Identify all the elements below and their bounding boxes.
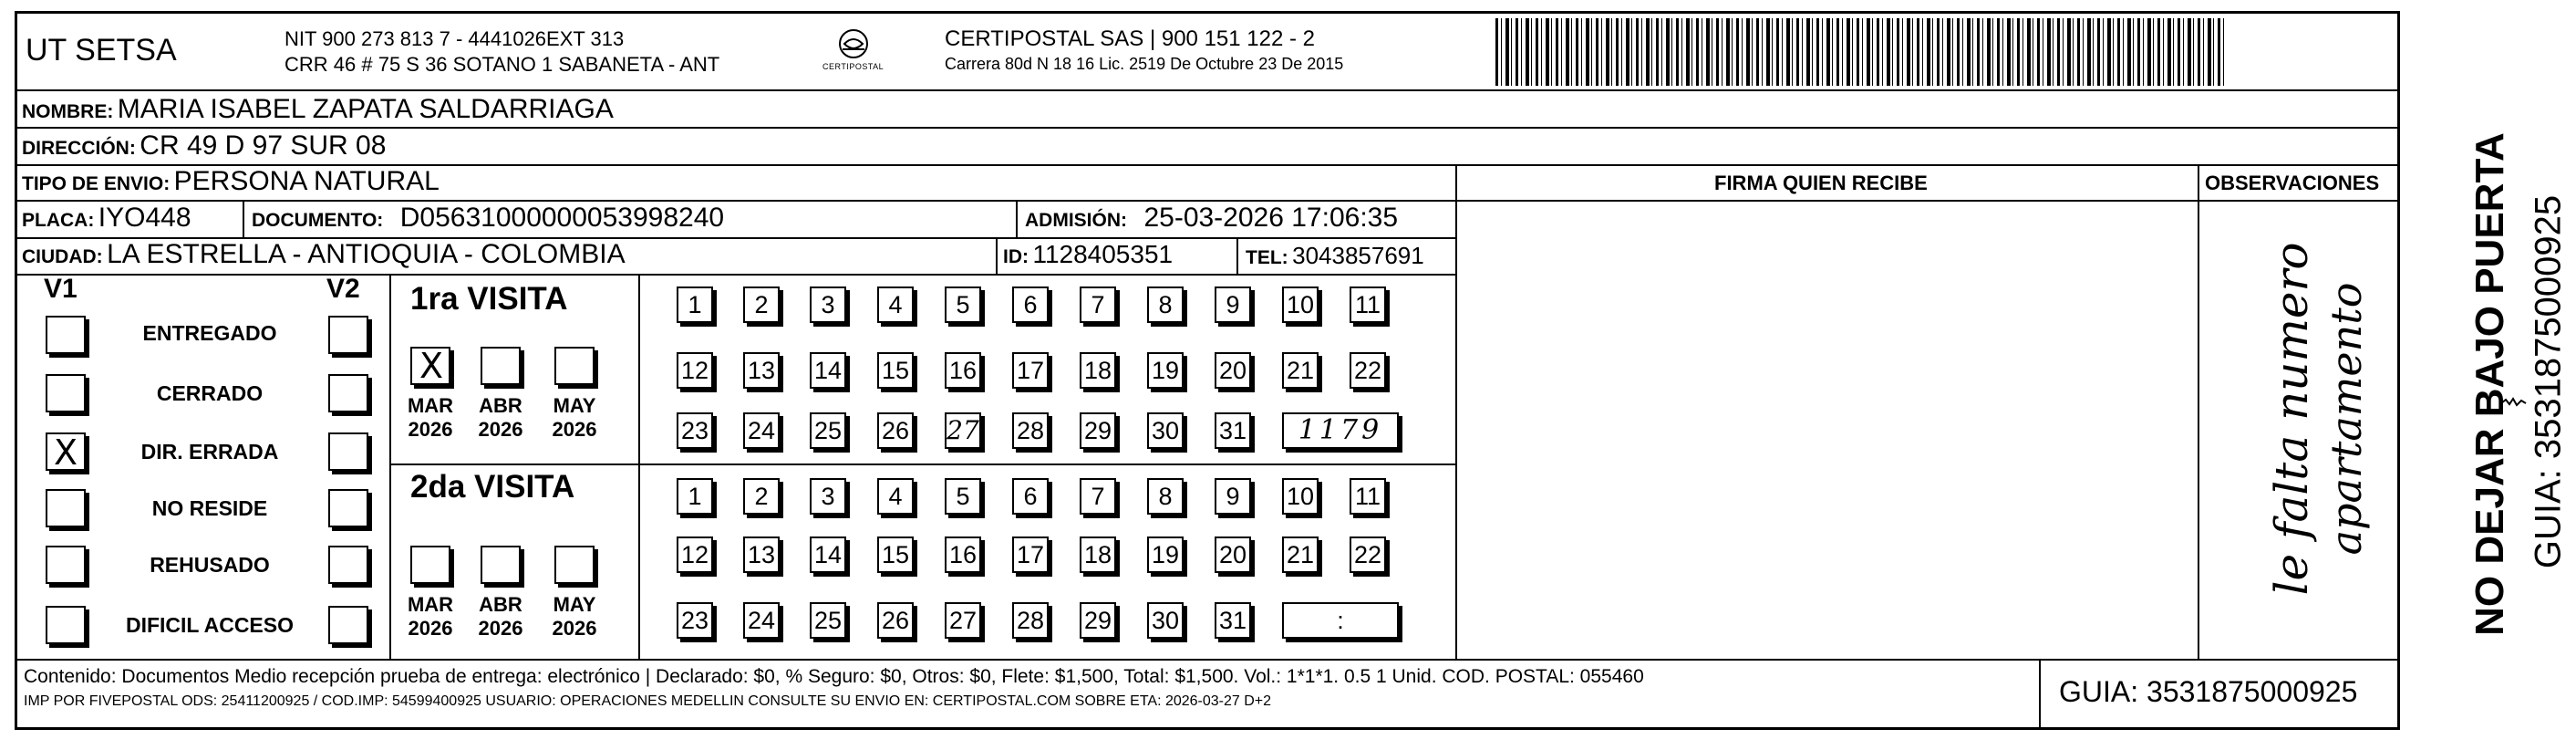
visit2-day-2[interactable]: 2 xyxy=(743,478,780,515)
visit2-day-31[interactable]: 31 xyxy=(1215,602,1251,639)
visit2-day-20[interactable]: 20 xyxy=(1215,536,1251,573)
time-placeholder: : xyxy=(1337,607,1344,634)
documento-value: D05631000000053998240 xyxy=(399,203,725,233)
visit1-day-26[interactable]: 26 xyxy=(877,412,914,449)
visit2-day-15[interactable]: 15 xyxy=(877,536,914,573)
direccion-row xyxy=(22,130,386,161)
visit2-day-11[interactable]: 11 xyxy=(1350,478,1386,515)
visit2-day-5[interactable]: 5 xyxy=(945,478,981,515)
v2-checkbox-cerrado[interactable] xyxy=(328,374,368,412)
nombre-value: MARIA ISABEL ZAPATA SALDARRIAGA xyxy=(117,94,614,124)
visit1-day-31[interactable]: 31 xyxy=(1215,412,1251,449)
visit1-day-3[interactable]: 3 xyxy=(810,286,846,323)
visit2-day-29[interactable]: 29 xyxy=(1080,602,1116,639)
visit1-day-23[interactable]: 23 xyxy=(677,412,713,449)
visit2-title: 2da VISITA xyxy=(410,469,575,505)
visit1-day-4[interactable]: 4 xyxy=(877,286,914,323)
status-dir-errada: DIR. ERRADA xyxy=(140,440,279,464)
footer-line-1: Contenido: Documentos Medio recepción prueba de entrega: electrónico | Declarado: $0, % Seguro: $0, Otros: $0, Flete: $1,500, Total: $1,500. Vol.: 1*1*1. 0.5 1 Unid. COD. POSTAL: 055460 xyxy=(24,666,1644,687)
tipo-row xyxy=(22,166,440,197)
ciudad-label: CIUDAD: xyxy=(22,246,103,267)
v1-checkbox-entregado[interactable] xyxy=(46,316,86,354)
nit-line: NIT 900 273 813 7 - 4441026EXT 313 xyxy=(284,27,625,50)
side-guia: GUIA: 3531875000925 xyxy=(2528,194,2569,569)
visit2-month-mar: MAR 2026 xyxy=(407,593,454,640)
visit1-day-6[interactable]: 6 xyxy=(1012,286,1049,323)
tel-row xyxy=(1246,242,1424,270)
logo-text: CERTIPOSTAL xyxy=(822,62,885,71)
visit2-day-9[interactable]: 9 xyxy=(1215,478,1251,515)
v2-checkbox-dificil-acceso[interactable] xyxy=(328,606,368,644)
v1-checkbox-cerrado[interactable] xyxy=(46,374,86,412)
visit1-month-may: MAY 2026 xyxy=(552,394,597,441)
visit2-day-14[interactable]: 14 xyxy=(810,536,846,573)
placa-row xyxy=(22,203,191,234)
visit1-day-5[interactable]: 5 xyxy=(945,286,981,323)
visit1-month-mar-checkbox[interactable] xyxy=(410,347,450,385)
visit1-day-30[interactable]: 30 xyxy=(1147,412,1184,449)
visit1-day-29[interactable]: 29 xyxy=(1080,412,1116,449)
nombre-label: NOMBRE: xyxy=(22,101,114,122)
id-value: 1128405351 xyxy=(1032,240,1174,268)
visit2-day-28[interactable]: 28 xyxy=(1012,602,1049,639)
visit2-day-23[interactable]: 23 xyxy=(677,602,713,639)
visit1-day-17[interactable]: 17 xyxy=(1012,352,1049,389)
visit2-month-may: MAY 2026 xyxy=(552,593,597,640)
visit2-day-3[interactable]: 3 xyxy=(810,478,846,515)
visit2-month-abr: ABR 2026 xyxy=(478,593,523,640)
visit1-month-may-checkbox[interactable] xyxy=(554,347,595,385)
visit2-day-25[interactable]: 25 xyxy=(810,602,846,639)
observation-handwritten-2: apartamento xyxy=(2322,282,2371,556)
visit1-day-9[interactable]: 9 xyxy=(1215,286,1251,323)
v2-checkbox-no-reside[interactable] xyxy=(328,489,368,527)
visit2-month-abr-checkbox[interactable] xyxy=(481,546,521,584)
handwritten-day-mark: 27 xyxy=(947,415,979,445)
visit1-day-14[interactable]: 14 xyxy=(810,352,846,389)
status-no-reside: NO RESIDE xyxy=(151,496,268,520)
id-row xyxy=(1003,240,1173,269)
visit1-day-8[interactable]: 8 xyxy=(1147,286,1184,323)
v1-checkbox-dir-errada[interactable] xyxy=(46,432,86,471)
firma-header: FIRMA QUIEN RECIBE xyxy=(1714,172,1928,194)
visit1-month-abr-checkbox[interactable] xyxy=(481,347,521,385)
visit1-day-24[interactable]: 24 xyxy=(743,412,780,449)
v1-checkbox-no-reside[interactable] xyxy=(46,489,86,527)
license-line: Carrera 80d N 18 16 Lic. 2519 De Octubre 23 De 2015 xyxy=(945,55,1344,73)
visit2-day-10[interactable]: 10 xyxy=(1282,478,1319,515)
placa-value: IYO448 xyxy=(98,203,191,233)
visit2-day-13[interactable]: 13 xyxy=(743,536,780,573)
visit2-day-24[interactable]: 24 xyxy=(743,602,780,639)
visit2-day-19[interactable]: 19 xyxy=(1147,536,1184,573)
visit2-day-17[interactable]: 17 xyxy=(1012,536,1049,573)
footer-guia: GUIA: 3531875000925 xyxy=(2059,675,2358,708)
visit1-title: 1ra VISITA xyxy=(410,281,568,317)
visit1-day-2[interactable]: 2 xyxy=(743,286,780,323)
ciudad-value: LA ESTRELLA - ANTIOQUIA - COLOMBIA xyxy=(107,239,626,269)
visit1-day-22[interactable]: 22 xyxy=(1350,352,1386,389)
visit1-day-21[interactable]: 21 xyxy=(1282,352,1319,389)
id-label: ID: xyxy=(1003,246,1029,267)
visit1-day-15[interactable]: 15 xyxy=(877,352,914,389)
admision-row xyxy=(1025,203,1398,234)
nombre-row xyxy=(22,94,614,125)
handwritten-time: 1179 xyxy=(1298,414,1383,446)
observation-handwritten-1: le falta numero xyxy=(2265,242,2318,596)
status-rehusado: REHUSADO xyxy=(150,553,270,577)
v2-label: V2 xyxy=(326,274,360,304)
visit1-day-25[interactable]: 25 xyxy=(810,412,846,449)
status-cerrado: CERRADO xyxy=(156,381,264,405)
visit2-day-8[interactable]: 8 xyxy=(1147,478,1184,515)
visit2-day-21[interactable]: 21 xyxy=(1282,536,1319,573)
ciudad-row xyxy=(22,239,626,270)
visit2-day-26[interactable]: 26 xyxy=(877,602,914,639)
visit1-day-10[interactable]: 10 xyxy=(1282,286,1319,323)
admision-value: 25-03-2026 17:06:35 xyxy=(1143,203,1399,233)
documento-label: DOCUMENTO: xyxy=(252,210,384,231)
check-mark-icon: X xyxy=(419,346,444,386)
footer-line-2: IMP POR FIVEPOSTAL ODS: 25411200925 / COD.IMP: 54599400925 USUARIO: OPERACIONES MEDELLIN CONSULTE SU ENVIO EN: CERTIPOSTAL.COM SOBRE ETA: 2026-03-27 D+2 xyxy=(24,693,1272,709)
v1-checkbox-rehusado[interactable] xyxy=(46,546,86,584)
address-line: CRR 46 # 75 S 36 SOTANO 1 SABANETA - ANT xyxy=(284,53,720,76)
visit1-day-1[interactable]: 1 xyxy=(677,286,713,323)
visit2-day-27[interactable]: 27 xyxy=(945,602,981,639)
admision-label: ADMISIÓN: xyxy=(1025,210,1127,231)
v1-label: V1 xyxy=(44,274,78,304)
visit2-month-mar-checkbox[interactable] xyxy=(410,546,450,584)
visit1-day-12[interactable]: 12 xyxy=(677,352,713,389)
v2-checkbox-rehusado[interactable] xyxy=(328,546,368,584)
carrier-line: CERTIPOSTAL SAS | 900 151 122 - 2 xyxy=(945,26,1315,51)
documento-row xyxy=(252,203,724,234)
direccion-value: CR 49 D 97 SUR 08 xyxy=(140,130,387,161)
visit1-day-7[interactable]: 7 xyxy=(1080,286,1116,323)
barcode xyxy=(1495,18,2225,86)
visit2-day-4[interactable]: 4 xyxy=(877,478,914,515)
visit1-day-18[interactable]: 18 xyxy=(1080,352,1116,389)
status-entregado: ENTREGADO xyxy=(142,321,277,345)
ink-smudge xyxy=(2500,396,2528,409)
observaciones-header: OBSERVACIONES xyxy=(2205,172,2380,194)
status-dificil-acceso: DIFICIL ACCESO xyxy=(125,613,294,637)
tipo-label: TIPO DE ENVIO: xyxy=(22,173,171,194)
visit2-day-1[interactable]: 1 xyxy=(677,478,713,515)
v2-checkbox-entregado[interactable] xyxy=(328,316,368,354)
check-mark-icon: X xyxy=(54,432,78,473)
visit2-day-7[interactable]: 7 xyxy=(1080,478,1116,515)
visit1-month-abr: ABR 2026 xyxy=(478,394,523,441)
visit1-month-mar: MAR 2026 xyxy=(407,394,454,441)
visit2-day-12[interactable]: 12 xyxy=(677,536,713,573)
v2-checkbox-dir-errada[interactable] xyxy=(328,432,368,471)
visit1-day-11[interactable]: 11 xyxy=(1350,286,1386,323)
visit1-day-27[interactable] xyxy=(945,412,981,449)
placa-label: PLACA: xyxy=(22,210,95,231)
visit2-day-16[interactable]: 16 xyxy=(945,536,981,573)
side-warning: NO DEJAR BAJO PUERTA xyxy=(2467,132,2512,636)
visit1-day-28[interactable]: 28 xyxy=(1012,412,1049,449)
visit1-day-20[interactable]: 20 xyxy=(1215,352,1251,389)
company-name: UT SETSA xyxy=(26,33,177,68)
visit2-day-18[interactable]: 18 xyxy=(1080,536,1116,573)
visit2-day-6[interactable]: 6 xyxy=(1012,478,1049,515)
visit2-day-30[interactable]: 30 xyxy=(1147,602,1184,639)
signature-area xyxy=(1459,203,2194,655)
tel-value: 3043857691 xyxy=(1292,242,1424,269)
visit1-day-19[interactable]: 19 xyxy=(1147,352,1184,389)
direccion-label: DIRECCIÓN: xyxy=(22,138,136,159)
visit1-day-16[interactable]: 16 xyxy=(945,352,981,389)
visit1-time-field[interactable] xyxy=(1282,412,1399,449)
visit2-day-22[interactable]: 22 xyxy=(1350,536,1386,573)
tipo-value: PERSONA NATURAL xyxy=(173,166,440,196)
tel-label: TEL: xyxy=(1246,247,1288,268)
visit2-month-may-checkbox[interactable] xyxy=(554,546,595,584)
v1-checkbox-dificil-acceso[interactable] xyxy=(46,606,86,644)
visit2-time-field[interactable] xyxy=(1282,602,1399,639)
visit1-day-13[interactable]: 13 xyxy=(743,352,780,389)
